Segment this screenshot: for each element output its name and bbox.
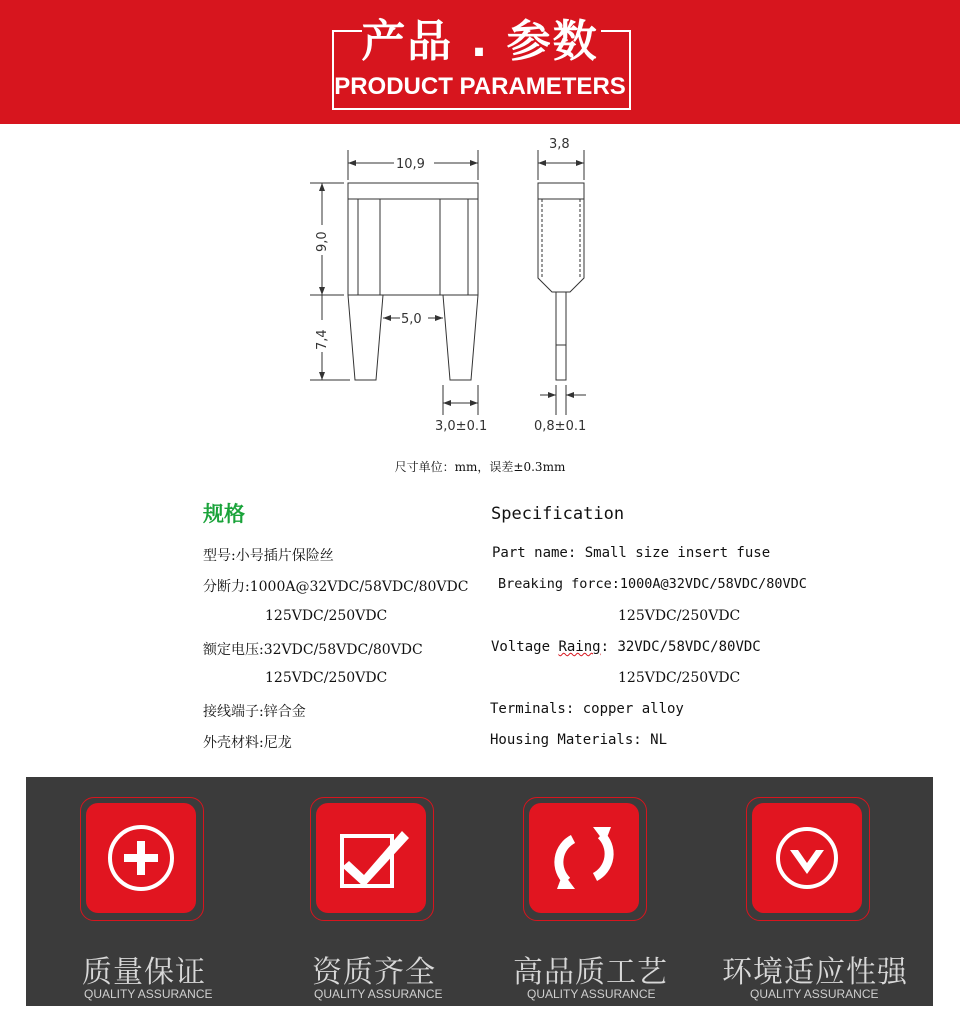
spec-cn-breaking: 分断力:1000A@32VDC/58VDC/80VDC: [203, 579, 469, 595]
fuse-dimension-drawing: [300, 130, 620, 440]
spec-en-breaking: Breaking force:1000A@32VDC/58VDC/80VDC: [498, 576, 807, 592]
spec-en-breaking-cont: 125VDC/250VDC: [618, 608, 741, 624]
feature-title-en: QUALITY ASSURANCE: [314, 987, 443, 1001]
spec-en-voltage-cont: 125VDC/250VDC: [618, 670, 741, 686]
spec-heading-cn: 规格: [203, 502, 245, 526]
feature-title-en: QUALITY ASSURANCE: [750, 987, 879, 1001]
feature-title-cn: 质量保证: [82, 955, 206, 990]
feature-quality: [80, 797, 270, 1001]
feature-badge: [529, 803, 639, 913]
spec-cn-terminals: 接线端子:锌合金: [203, 704, 306, 720]
spellcheck-underline: Raing: [558, 639, 601, 655]
dim-thickness-label: 3,8: [549, 137, 570, 152]
spec-cn-voltage-cont: 125VDC/250VDC: [265, 670, 388, 686]
spec-en-terminals: Terminals: copper alloy: [490, 701, 684, 717]
dim-blade-width-label: 3,0±0.1: [435, 419, 488, 434]
feature-badge: [752, 803, 862, 913]
refresh-icon: [529, 803, 639, 913]
feature-adaptability: [722, 797, 936, 1001]
feature-title-cn: 高品质工艺: [513, 955, 668, 990]
specification-section: [0, 490, 960, 760]
dim-body-height-label: 9,0: [315, 231, 330, 252]
feature-title-en: QUALITY ASSURANCE: [84, 987, 213, 1001]
feature-badge: [86, 803, 196, 913]
spec-en-part-name: Part name: Small size insert fuse: [492, 545, 771, 561]
spec-cn-housing: 外壳材料:尼龙: [203, 735, 292, 751]
spec-cn-voltage: 额定电压:32VDC/58VDC/80VDC: [203, 642, 423, 658]
dim-blade-gap-label: 5,0: [401, 312, 422, 327]
spec-en-housing: Housing Materials: NL: [490, 732, 668, 748]
features-panel: [26, 777, 933, 1006]
chevron-down-circle-icon: [752, 803, 862, 913]
feature-title-cn: 环境适应性强: [722, 955, 908, 990]
spec-cn-model: 型号:小号插片保险丝: [203, 548, 334, 564]
dim-width-label: 10,9: [396, 157, 425, 172]
feature-craft: [513, 797, 713, 1001]
page-title-en: PRODUCT PARAMETERS: [334, 73, 626, 100]
feature-title-en: QUALITY ASSURANCE: [527, 987, 656, 1001]
feature-badge: [316, 803, 426, 913]
dim-blade-thickness-label: 0,8±0.1: [534, 419, 587, 434]
spec-cn-breaking-cont: 125VDC/250VDC: [265, 608, 388, 624]
spec-en-voltage: Voltage Raing: 32VDC/58VDC/80VDC: [491, 639, 761, 655]
checkbox-icon: [316, 803, 426, 913]
plus-circle-icon: [86, 803, 196, 913]
header-banner: [0, 0, 960, 124]
feature-title-cn: 资质齐全: [312, 955, 436, 990]
feature-qualification: [310, 797, 500, 1001]
unit-note: 尺寸单位：mm，误差±0.3mm: [394, 460, 566, 474]
spec-heading-en: Specification: [491, 504, 625, 524]
page-title-cn: 产品 . 参数: [361, 16, 599, 67]
dim-blade-length-label: 7,4: [315, 329, 330, 350]
